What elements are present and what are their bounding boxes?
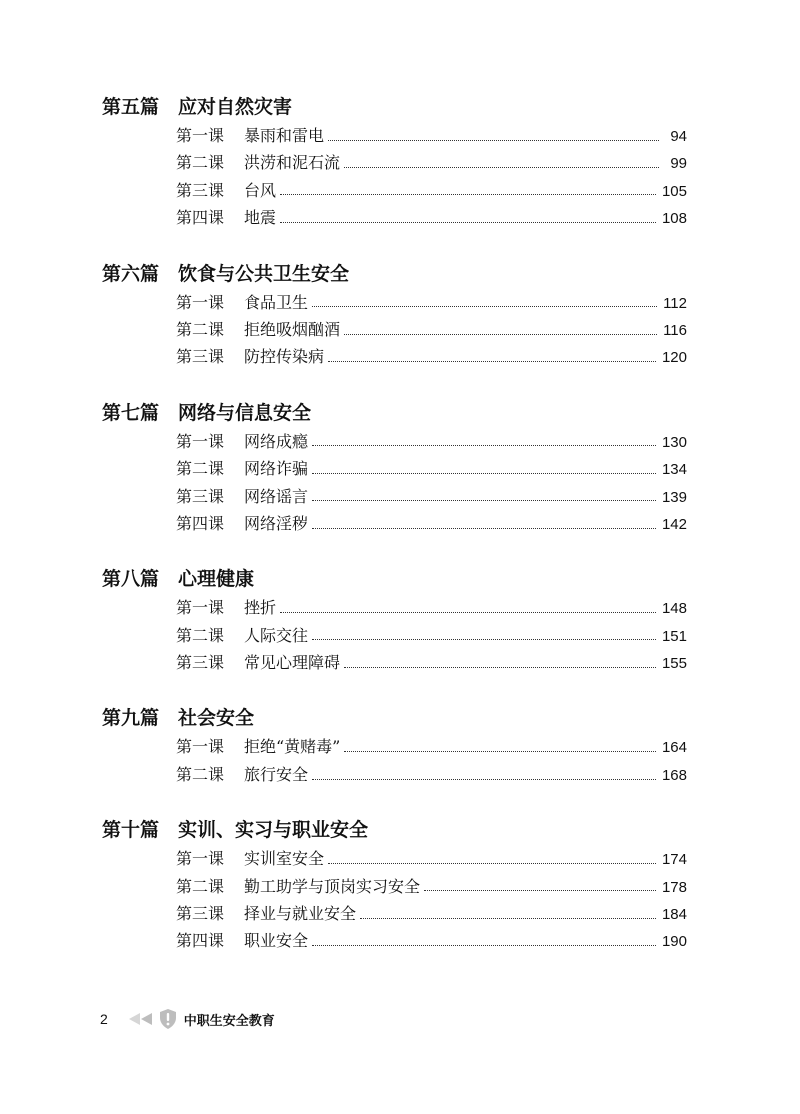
part-heading <box>102 259 687 289</box>
lesson-number: 第二课 <box>176 876 225 896</box>
part-spacer <box>102 232 687 259</box>
part-title: 网络与信息安全 <box>178 401 312 424</box>
lesson-title: 网络谣言 <box>244 486 309 506</box>
dot-leader <box>312 778 656 780</box>
lesson-number: 第三课 <box>176 347 225 367</box>
lesson-page-number: 164 <box>661 739 687 757</box>
part-number: 第八篇 <box>102 568 160 591</box>
lesson-title: 职业安全 <box>244 931 309 951</box>
lesson-title: 防控传染病 <box>244 347 325 367</box>
dot-leader <box>312 499 656 501</box>
dot-leader <box>312 444 656 446</box>
dot-leader <box>280 221 656 223</box>
lesson-title: 网络诈骗 <box>244 459 309 479</box>
part-number: 第十篇 <box>102 819 160 842</box>
toc-entry <box>176 845 687 872</box>
lesson-page-number: 142 <box>661 515 687 533</box>
lesson-number: 第一课 <box>176 598 225 618</box>
lesson-number: 第二课 <box>176 764 225 784</box>
lesson-page-number: 99 <box>670 155 687 173</box>
part-title: 应对自然灾害 <box>178 96 293 118</box>
lesson-number: 第三课 <box>176 486 225 506</box>
lesson-title: 常见心理障碍 <box>244 653 341 673</box>
toc-entry <box>176 289 687 316</box>
lesson-number: 第四课 <box>176 513 225 533</box>
dot-leader <box>344 166 659 168</box>
dot-leader <box>360 917 656 919</box>
lesson-number: 第二课 <box>176 625 225 645</box>
dot-leader <box>328 862 656 864</box>
lesson-page-number: 174 <box>661 851 687 869</box>
lesson-number: 第四课 <box>176 931 225 951</box>
part-title: 心理健康 <box>178 568 255 591</box>
lesson-page-number: 116 <box>663 321 687 339</box>
toc-part <box>102 564 687 676</box>
part-number: 第六篇 <box>102 262 160 285</box>
part-title: 实训、实习与职业安全 <box>178 819 369 842</box>
lesson-title: 择业与就业安全 <box>244 904 357 924</box>
lesson-number: 第一课 <box>176 849 225 869</box>
toc-entry <box>176 510 687 537</box>
lesson-page-number: 120 <box>661 349 687 367</box>
double-left-arrow-icon <box>128 1012 154 1026</box>
lesson-page-number: 108 <box>661 210 687 228</box>
lesson-page-number: 112 <box>663 294 687 312</box>
part-title: 饮食与公共卫生安全 <box>178 262 350 285</box>
dot-leader <box>328 360 656 362</box>
dot-leader <box>328 139 659 141</box>
book-title: 中职生安全教育 <box>183 1013 275 1029</box>
lesson-number: 第一课 <box>176 292 225 312</box>
toc-entry <box>176 316 687 343</box>
toc-part <box>102 398 687 538</box>
toc-entry <box>176 649 687 676</box>
part-spacer <box>102 676 687 703</box>
toc-entry <box>176 761 687 788</box>
page-number: 2 <box>100 1011 108 1027</box>
toc-entry <box>176 733 687 760</box>
dot-leader <box>344 750 656 752</box>
toc-entry <box>176 927 687 954</box>
lesson-title: 实训室安全 <box>244 849 325 869</box>
dot-leader <box>344 333 657 335</box>
lesson-title: 拒绝吸烟酗酒 <box>244 319 341 339</box>
lesson-number: 第四课 <box>176 208 225 228</box>
lesson-title: 勤工助学与顶岗实习安全 <box>244 876 421 896</box>
lesson-title: 网络淫秽 <box>244 513 309 533</box>
toc-entry <box>176 900 687 927</box>
toc-entry <box>176 149 687 176</box>
lesson-page-number: 168 <box>661 766 687 784</box>
toc-entry <box>176 873 687 900</box>
lesson-title: 洪涝和泥石流 <box>244 153 341 173</box>
part-heading <box>102 92 687 122</box>
lesson-title: 网络成瘾 <box>244 431 309 451</box>
lesson-title: 旅行安全 <box>244 764 309 784</box>
lesson-page-number: 151 <box>661 627 687 645</box>
lesson-title: 地震 <box>244 208 277 228</box>
part-heading <box>102 564 687 594</box>
toc-entry <box>176 483 687 510</box>
part-heading <box>102 703 687 733</box>
lesson-page-number: 148 <box>661 600 687 618</box>
part-heading <box>102 815 687 845</box>
toc-entry <box>176 455 687 482</box>
lesson-page-number: 190 <box>661 933 687 951</box>
toc-entry <box>176 177 687 204</box>
toc-part <box>102 703 687 788</box>
lesson-number: 第三课 <box>176 653 225 673</box>
lesson-page-number: 155 <box>661 655 687 673</box>
part-spacer <box>102 371 687 398</box>
lesson-title: 挫折 <box>244 598 277 618</box>
lesson-page-number: 134 <box>661 461 687 479</box>
dot-leader <box>312 305 657 307</box>
lesson-page-number: 184 <box>661 906 687 924</box>
part-number: 第七篇 <box>102 401 160 424</box>
dot-leader <box>312 638 656 640</box>
part-spacer <box>102 537 687 564</box>
lesson-page-number: 139 <box>661 488 687 506</box>
toc-entry <box>176 428 687 455</box>
lesson-title: 人际交往 <box>244 625 309 645</box>
part-spacer <box>102 788 687 815</box>
part-number: 第九篇 <box>102 707 160 730</box>
dot-leader <box>312 944 656 946</box>
lesson-number: 第一课 <box>176 431 225 451</box>
dot-leader <box>280 193 656 195</box>
part-title: 社会安全 <box>178 707 255 730</box>
lesson-number: 第三课 <box>176 180 225 200</box>
lesson-page-number: 94 <box>670 128 687 145</box>
toc-entry <box>176 204 687 231</box>
lesson-number: 第一课 <box>176 126 225 145</box>
lesson-title: 台风 <box>244 180 277 200</box>
dot-leader <box>344 666 656 668</box>
lesson-page-number: 130 <box>661 433 687 451</box>
part-heading <box>102 398 687 428</box>
lesson-number: 第二课 <box>176 153 225 173</box>
table-of-contents <box>102 92 687 955</box>
toc-entry <box>176 622 687 649</box>
dot-leader <box>280 611 656 613</box>
lesson-title: 拒绝“黄赌毒” <box>244 737 341 757</box>
part-number: 第五篇 <box>102 96 160 118</box>
lesson-title: 食品卫生 <box>244 292 309 312</box>
lesson-number: 第三课 <box>176 904 225 924</box>
toc-entry <box>176 122 687 149</box>
dot-leader <box>424 889 656 891</box>
toc-part <box>102 92 687 232</box>
toc-entry <box>176 594 687 621</box>
lesson-page-number: 178 <box>661 878 687 896</box>
lesson-page-number: 105 <box>661 182 687 200</box>
lesson-number: 第二课 <box>176 459 225 479</box>
lesson-title: 暴雨和雷电 <box>244 126 325 145</box>
toc-part <box>102 815 687 955</box>
toc-part <box>102 259 687 371</box>
shield-exclamation-icon <box>160 1009 176 1029</box>
lesson-number: 第二课 <box>176 319 225 339</box>
dot-leader <box>312 472 656 474</box>
lesson-number: 第一课 <box>176 737 225 757</box>
dot-leader <box>312 527 656 529</box>
page-footer <box>100 1008 275 1030</box>
toc-entry <box>176 343 687 370</box>
